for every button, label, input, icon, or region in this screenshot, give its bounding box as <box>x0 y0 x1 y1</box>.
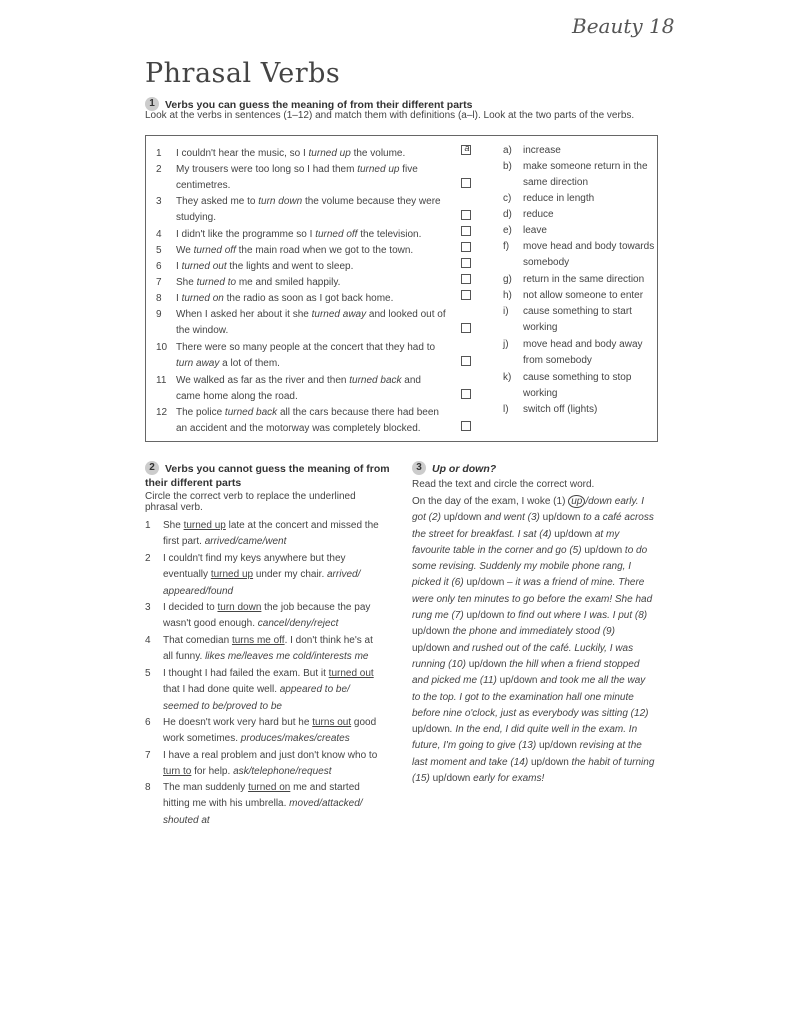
sentence-text: They asked me to turn down the volume because they were studying. <box>176 196 441 223</box>
answer-checkbox[interactable] <box>461 145 471 155</box>
sentence-text: The police turned back all the cars because there had been an accident and the motorway was completely blocked. <box>176 407 439 434</box>
section3-badge: 3 <box>412 461 426 475</box>
verb-options[interactable]: moved/attacked/ shouted at <box>163 798 363 826</box>
definition-text: move head and body towards somebody <box>523 241 655 268</box>
underlined-phrasal-verb: turned on <box>248 782 291 793</box>
up-down-option[interactable]: to do some revising. Suddenly my mobile phone rang, I picked it (6) <box>412 544 648 589</box>
up-down-option[interactable]: to a café across the street for breakfast. I sat (4) <box>412 512 654 540</box>
up-down-option[interactable]: the hill when a friend stopped and picked me (11) <box>412 658 640 687</box>
sentence-number: 7 <box>156 277 162 288</box>
up-down-option[interactable]: and went (3) <box>481 512 543 524</box>
answer-checkbox[interactable] <box>461 389 471 399</box>
definition-letter: l) <box>503 404 509 415</box>
definition-text: increase <box>523 145 561 156</box>
definition-text: reduce <box>523 209 554 220</box>
section2-header <box>145 459 395 513</box>
answer-checkbox[interactable] <box>461 323 471 333</box>
verb-options[interactable]: arrived/ appeared/found <box>163 569 361 597</box>
section2-badge: 2 <box>145 461 159 475</box>
section1-badge: 1 <box>145 97 159 111</box>
sentence-number: 1 <box>156 148 162 159</box>
answer-checkbox[interactable] <box>461 242 471 252</box>
section3-paragraph: On the day of the exam, I woke (1) up /down early. I got (2) up/down and went (3) up/down to a café across the street for breakfast. I sat (4) up/down at my favourite table in the corner and go (5) up/down to do some revising. Suddenly my mobile phone rang, I picked it (6) up/down – it was a friend of mine. There were only ten minutes to go before the exam! She had rung me (7) up/down to find out where I was. I put (8) up/down the phone and immediately stood (9) up/down and rushed out of the café. Luckily, I was running (10) up/down the hill when a friend stopped and picked me (11) up/down and took me all the way to the top. I got to the examination hall one minute before nine o'clock, just as everybody was sitting (12) up/down. In the end, I did quite well in the exam. In future, I'm going to give (13) up/down revising at the last moment and take (14) up/down the habit of turning (15) up/down early for exams! <box>412 496 655 785</box>
sentence-text: She turned to me and smiled happily. <box>176 277 341 288</box>
up-down-option[interactable]: early for exams! <box>470 773 545 785</box>
item-number: 7 <box>145 750 151 761</box>
section2-heading-line1: Verbs you cannot guess the meaning of from <box>165 463 390 475</box>
option-rest: /down <box>585 496 612 507</box>
circled-answer[interactable]: up <box>568 495 585 508</box>
section2-heading-line2: their different parts <box>145 477 242 489</box>
sentence-number: 5 <box>156 245 162 256</box>
page-title: Phrasal Verbs <box>145 58 341 89</box>
verb-options[interactable]: appeared to be/ seemed to be/proved to be <box>163 684 350 712</box>
up-down-option[interactable]: at my favourite table in the corner and go (5) <box>412 528 620 556</box>
underlined-phrasal-verb: turns out <box>312 717 352 728</box>
underlined-phrasal-verb: turned up <box>210 569 254 581</box>
item-number: 5 <box>145 668 151 679</box>
sentence-number: 4 <box>156 229 162 240</box>
handwritten-note: Beauty 18 <box>572 14 675 38</box>
sentence-number: 6 <box>156 261 162 272</box>
section3-header <box>412 459 662 490</box>
answer-value: a <box>464 143 470 153</box>
section2-list <box>145 518 390 838</box>
sentence-text: I turned out the lights and went to sleep. <box>176 261 354 272</box>
item-number: 4 <box>145 635 151 646</box>
sentence-text: There were so many people at the concert that they had to turn away a lot of them. <box>176 342 436 369</box>
definition-letter: j) <box>503 339 509 350</box>
sentence-number: 2 <box>156 164 162 175</box>
verb-options[interactable]: arrived/came/went <box>204 536 287 548</box>
definition-letter: a) <box>503 145 512 156</box>
definition-text: leave <box>523 225 547 236</box>
up-down-option[interactable]: . In the end, I did quite well in the exam. In future, I'm going to give (13) <box>412 724 638 752</box>
section3-instruction: Read the text and circle the correct word. <box>412 479 595 490</box>
item-text: She turned up late at the concert and missed the first part. arrived/came/went <box>163 520 379 548</box>
answer-checkbox[interactable] <box>461 356 471 366</box>
answer-checkbox[interactable] <box>461 226 471 236</box>
section1-heading: Verbs you can guess the meaning of from their different parts <box>165 99 473 111</box>
section3-heading: Up or down? <box>432 463 497 475</box>
definition-letter: b) <box>503 161 512 172</box>
definition-letter: g) <box>503 274 512 285</box>
up-down-option[interactable]: revising at the last moment and take (14) <box>412 740 642 768</box>
up-down-option[interactable]: and rushed out of the café. Luckily, I was running (10) <box>412 642 634 670</box>
sentence-text: I couldn't hear the music, so I turned up the volume. <box>176 148 406 159</box>
up-down-option[interactable]: early. I got (2) <box>412 496 645 524</box>
definition-text: return in the same direction <box>523 274 645 285</box>
up-down-option[interactable]: – it was a friend of mine. There were only ten minutes to go before the exam! She had rung me (7) <box>412 577 653 622</box>
item-text: That comedian turns me off. I don't think he's at all funny. likes me/leaves me cold/interests me <box>163 635 373 663</box>
sentence-number: 11 <box>156 375 167 386</box>
underlined-phrasal-verb: turn down <box>217 602 262 613</box>
underlined-phrasal-verb: turns me off <box>231 635 285 646</box>
definition-letter: d) <box>503 209 512 220</box>
sentence-number: 12 <box>156 407 168 418</box>
verb-options[interactable]: likes me/leaves me cold/interests me <box>205 651 369 663</box>
definition-letter: h) <box>503 290 512 301</box>
definition-letter: i) <box>503 306 509 317</box>
sentence-text: When I asked her about it she turned away and looked out of the window. <box>176 309 446 336</box>
definition-text: cause something to start working <box>523 306 632 333</box>
definition-letter: e) <box>503 225 512 236</box>
definition-text: move head and body away from somebody <box>523 339 643 366</box>
answer-checkbox[interactable] <box>461 210 471 220</box>
section2-instruction: Circle the correct verb to replace the underlined phrasal verb. <box>145 491 356 513</box>
answer-checkbox[interactable] <box>461 274 471 284</box>
underlined-phrasal-verb: turn to <box>163 766 192 778</box>
underlined-phrasal-verb: turned out <box>328 668 374 679</box>
answer-checkbox[interactable] <box>461 421 471 431</box>
sentence-text: We walked as far as the river and then turned back and came home along the road. <box>176 375 421 402</box>
item-text: He doesn't work very hard but he turns out good work sometimes. produces/makes/creates <box>163 717 377 745</box>
definition-text: make someone return in the same direction <box>523 161 648 188</box>
answer-checkbox[interactable] <box>461 258 471 268</box>
definition-text: not allow someone to enter <box>523 290 644 301</box>
item-text: I decided to turn down the job because the pay wasn't good enough. cancel/deny/reject <box>163 602 371 630</box>
item-text: I have a real problem and just don't know who to turn to for help. ask/telephone/request <box>163 750 378 778</box>
item-number: 1 <box>145 520 151 531</box>
answer-checkbox[interactable] <box>461 290 471 300</box>
item-text: I couldn't find my keys anywhere but they eventually turned up under my chair. arrived/ appeared/found <box>163 553 361 597</box>
sentence-text: My trousers were too long so I had them turned up five centimetres. <box>176 164 418 191</box>
up-down-option[interactable]: the habit of turning (15) <box>412 756 655 785</box>
item-number: 8 <box>145 782 151 793</box>
verb-options[interactable]: produces/makes/creates <box>240 733 350 745</box>
item-text: The man suddenly turned on me and started hitting me with his umbrella. moved/attacked/ shouted at <box>163 782 363 826</box>
up-down-option[interactable]: the phone and immediately stood (9) <box>449 626 615 638</box>
item-number: 2 <box>145 553 151 564</box>
sentence-text: I turned on the radio as soon as I got back home. <box>176 293 394 304</box>
up-down-option[interactable]: and took me all the way to the top. I got to the examination hall one minute before nine o'clock, just as everybody was sitting (12) <box>412 675 649 719</box>
definition-letter: c) <box>503 193 512 204</box>
definition-text: reduce in length <box>523 193 595 204</box>
underlined-phrasal-verb: turned up <box>183 520 226 531</box>
definition-letter: f) <box>503 241 510 252</box>
definition-letter: k) <box>503 372 512 383</box>
item-number: 3 <box>145 602 151 613</box>
sentence-text: I didn't like the programme so I turned off the television. <box>176 229 422 240</box>
verb-options[interactable]: ask/telephone/request <box>233 766 332 778</box>
sentence-number: 3 <box>156 196 162 207</box>
item-number: 6 <box>145 717 151 728</box>
sentence-number: 10 <box>156 342 168 353</box>
definition-text: switch off (lights) <box>523 404 598 415</box>
item-text: I thought I had failed the exam. But it turned out that I had done quite well. appeared to be/ seemed to be/proved to be <box>163 668 374 712</box>
sentence-text: We turned off the main road when we got to the town. <box>176 245 414 256</box>
sentence-number: 9 <box>156 309 162 320</box>
section1-instruction: Look at the verbs in sentences (1–12) and match them with definitions (a–l). Look at the two parts of the verbs. <box>145 110 635 121</box>
definition-text: cause something to stop working <box>523 372 632 399</box>
verb-options[interactable]: cancel/deny/reject <box>257 618 339 630</box>
matching-box <box>145 135 658 442</box>
answer-checkbox[interactable] <box>461 178 471 188</box>
sentence-number: 8 <box>156 293 162 304</box>
up-down-option[interactable]: to find out where I was. I put (8) <box>504 610 648 622</box>
